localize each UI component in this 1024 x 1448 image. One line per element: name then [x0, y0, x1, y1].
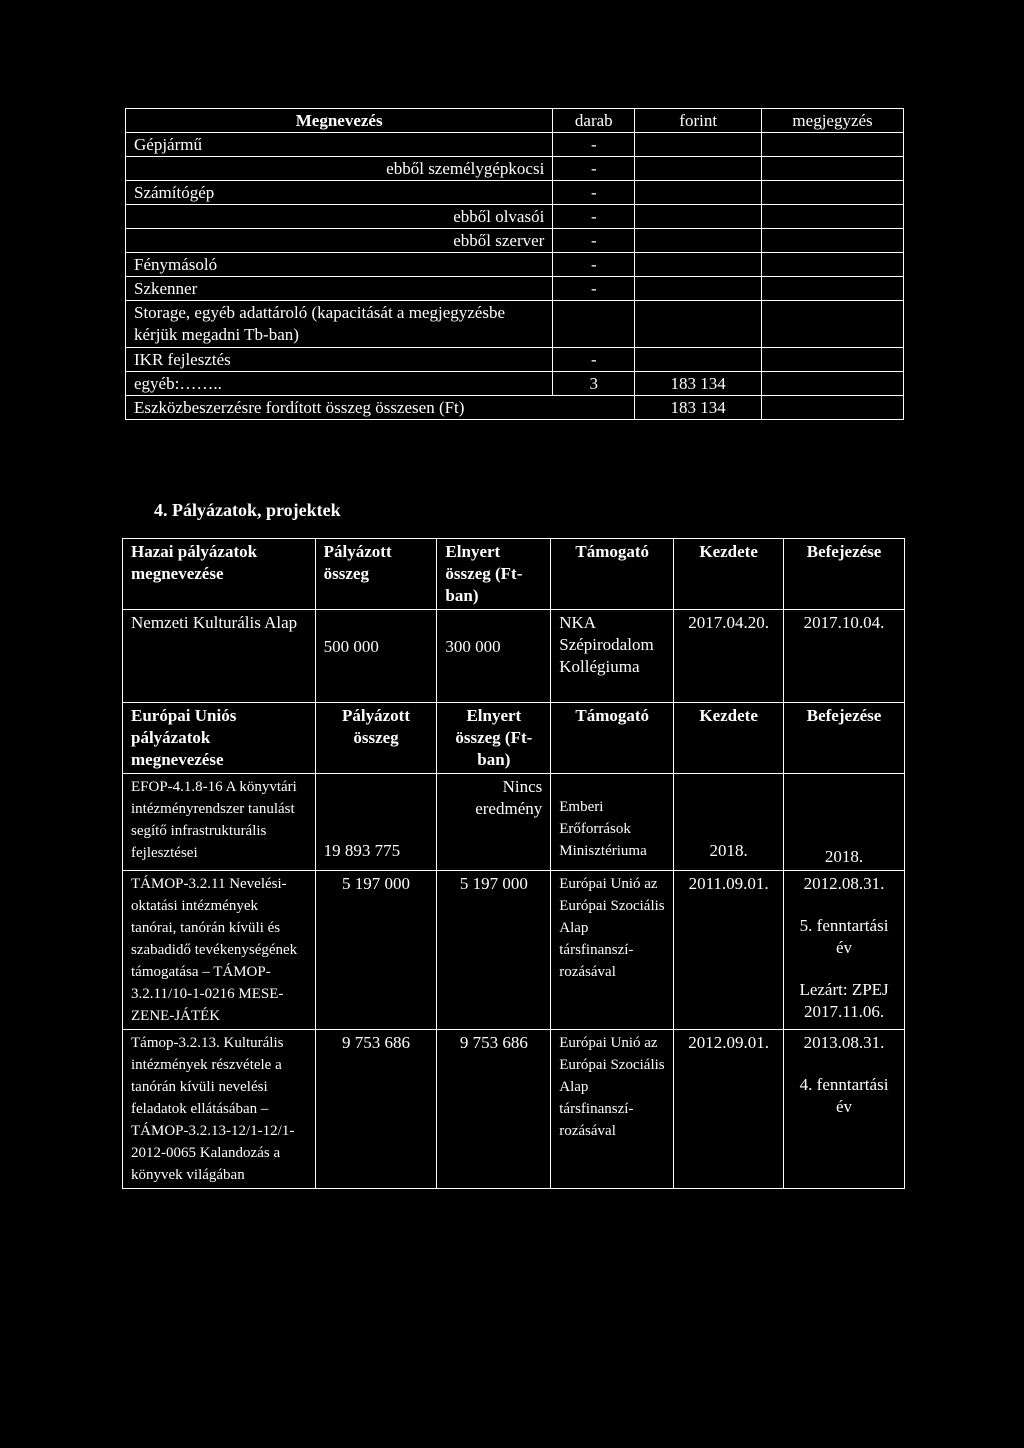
- row-amount: [635, 277, 762, 301]
- domestic-name: Nemzeti Kulturális Alap: [123, 610, 316, 703]
- eu-won: 9 753 686: [437, 1030, 551, 1189]
- table-row: [126, 253, 904, 277]
- row-qty: -: [553, 157, 635, 181]
- row-amount: [635, 133, 762, 157]
- eu-header-start: Kezdete: [674, 703, 784, 774]
- domestic-header-name: Hazai pályázatok megnevezése: [123, 539, 316, 610]
- row-name: ebből olvasói: [126, 205, 553, 229]
- eu-name: TÁMOP-3.2.11 Nevelési-oktatási intézmények tanórai, tanórán kívüli és szabadidő tevékenységének támogatása – TÁMOP-3.2.11/10-1-0216 MESE-ZENE-JÁTÉK: [123, 871, 316, 1030]
- domestic-header-row: [123, 539, 905, 610]
- header-name: Megnevezés: [126, 109, 553, 133]
- eu-end-cell: [784, 871, 905, 1030]
- table-row: [126, 372, 904, 396]
- row-qty: 3: [553, 372, 635, 396]
- table-total-row: [126, 396, 904, 420]
- row-amount: [635, 301, 762, 348]
- domestic-start: 2017.04.20.: [674, 610, 784, 703]
- eu-header-name: Európai Uniós pályázatok megnevezése: [123, 703, 316, 774]
- row-name: ebből személygépkocsi: [126, 157, 553, 181]
- eu-name: Támop-3.2.13. Kulturális intézmények részvétele a tanórán kívüli nevelési feladatok ellátásában – TÁMOP-3.2.13-12/1-12/1-2012-0065 Kalandozás a könyvek világában: [123, 1030, 316, 1189]
- eu-end: 2013.08.31.: [803, 1033, 885, 1052]
- row-note: [762, 253, 904, 277]
- domestic-sponsor: NKA Szépirodalom Kollégiuma: [551, 610, 674, 703]
- table-row: [126, 301, 904, 348]
- domestic-header-sponsor: Támogató: [551, 539, 674, 610]
- equipment-table: [125, 108, 904, 420]
- total-note: [762, 396, 904, 420]
- row-name: IKR fejlesztés: [126, 348, 553, 372]
- row-note: [762, 372, 904, 396]
- eu-won: 5 197 000: [437, 871, 551, 1030]
- row-name: Gépjármű: [126, 133, 553, 157]
- table-row: [123, 1030, 905, 1189]
- domestic-applied: 500 000: [315, 610, 437, 703]
- table-header-row: [126, 109, 904, 133]
- domestic-header-end: Befejezése: [784, 539, 905, 610]
- eu-name: EFOP-4.1.8-16 A könyvtári intézményrendszer tanulást segítő infrastrukturális fejlesztései: [123, 774, 316, 871]
- domestic-won: 300 000: [437, 610, 551, 703]
- table-row: [126, 181, 904, 205]
- row-note: [762, 348, 904, 372]
- row-note: [762, 301, 904, 348]
- table-row: [123, 871, 905, 1030]
- row-note: [762, 205, 904, 229]
- table-row: [126, 277, 904, 301]
- table-row: [126, 205, 904, 229]
- row-qty: -: [553, 348, 635, 372]
- domestic-header-applied: Pályázott összeg: [315, 539, 437, 610]
- row-amount: [635, 181, 762, 205]
- eu-sponsor: Európai Unió az Európai Szociális Alap társfinanszí-rozásával: [551, 871, 674, 1030]
- row-amount: [635, 253, 762, 277]
- table-row: [123, 774, 905, 871]
- row-amount: 183 134: [635, 372, 762, 396]
- eu-won: Nincs eredmény: [437, 774, 551, 871]
- section-title: 4. Pályázatok, projektek: [154, 500, 341, 520]
- domestic-header-start: Kezdete: [674, 539, 784, 610]
- row-qty: -: [553, 253, 635, 277]
- row-qty: -: [553, 133, 635, 157]
- row-note: [762, 181, 904, 205]
- header-qty: darab: [553, 109, 635, 133]
- table-row: [126, 133, 904, 157]
- eu-sponsor: Emberi Erőforrások Minisztériuma: [551, 774, 674, 871]
- row-qty: -: [553, 277, 635, 301]
- table-row: [126, 229, 904, 253]
- eu-end-note: Lezárt: ZPEJ 2017.11.06.: [799, 980, 889, 1021]
- table-row: [126, 348, 904, 372]
- row-qty: -: [553, 205, 635, 229]
- eu-header-applied: Pályázott összeg: [315, 703, 437, 774]
- eu-end-cell: [784, 1030, 905, 1189]
- eu-end-note: 5. fenntartási év: [799, 916, 889, 957]
- eu-start: 2011.09.01.: [674, 871, 784, 1030]
- domestic-header-won: Elnyert összeg (Ft-ban): [437, 539, 551, 610]
- eu-end: 2018.: [784, 774, 905, 871]
- eu-start: 2018.: [674, 774, 784, 871]
- row-note: [762, 229, 904, 253]
- eu-applied: 5 197 000: [315, 871, 437, 1030]
- row-name: Fénymásoló: [126, 253, 553, 277]
- eu-header-end: Befejezése: [784, 703, 905, 774]
- row-amount: [635, 348, 762, 372]
- row-name: Számítógép: [126, 181, 553, 205]
- eu-applied: 9 753 686: [315, 1030, 437, 1189]
- header-note: megjegyzés: [762, 109, 904, 133]
- row-qty: -: [553, 181, 635, 205]
- row-name: Szkenner: [126, 277, 553, 301]
- row-amount: [635, 157, 762, 181]
- row-note: [762, 133, 904, 157]
- eu-start: 2012.09.01.: [674, 1030, 784, 1189]
- eu-header-won: Elnyert összeg (Ft-ban): [437, 703, 551, 774]
- row-amount: [635, 229, 762, 253]
- total-amount: 183 134: [635, 396, 762, 420]
- eu-applied: 19 893 775: [315, 774, 437, 871]
- eu-header-sponsor: Támogató: [551, 703, 674, 774]
- row-name: ebből szerver: [126, 229, 553, 253]
- eu-header-row: [123, 703, 905, 774]
- table-row: [123, 610, 905, 703]
- row-note: [762, 157, 904, 181]
- row-qty: [553, 301, 635, 348]
- domestic-end: 2017.10.04.: [784, 610, 905, 703]
- row-amount: [635, 205, 762, 229]
- table-row: [126, 157, 904, 181]
- eu-end: 2012.08.31.: [803, 874, 885, 893]
- row-note: [762, 277, 904, 301]
- projects-table: [122, 538, 905, 1189]
- header-amount: forint: [635, 109, 762, 133]
- row-qty: -: [553, 229, 635, 253]
- row-name: Storage, egyéb adattároló (kapacitását a megjegyzésbe kérjük megadni Tb-ban): [126, 301, 553, 348]
- total-label: Eszközbeszerzésre fordított összeg összesen (Ft): [126, 396, 635, 420]
- row-name: egyéb:……..: [126, 372, 553, 396]
- eu-end-note: 4. fenntartási év: [799, 1075, 889, 1116]
- eu-sponsor: Európai Unió az Európai Szociális Alap társfinanszí-rozásával: [551, 1030, 674, 1189]
